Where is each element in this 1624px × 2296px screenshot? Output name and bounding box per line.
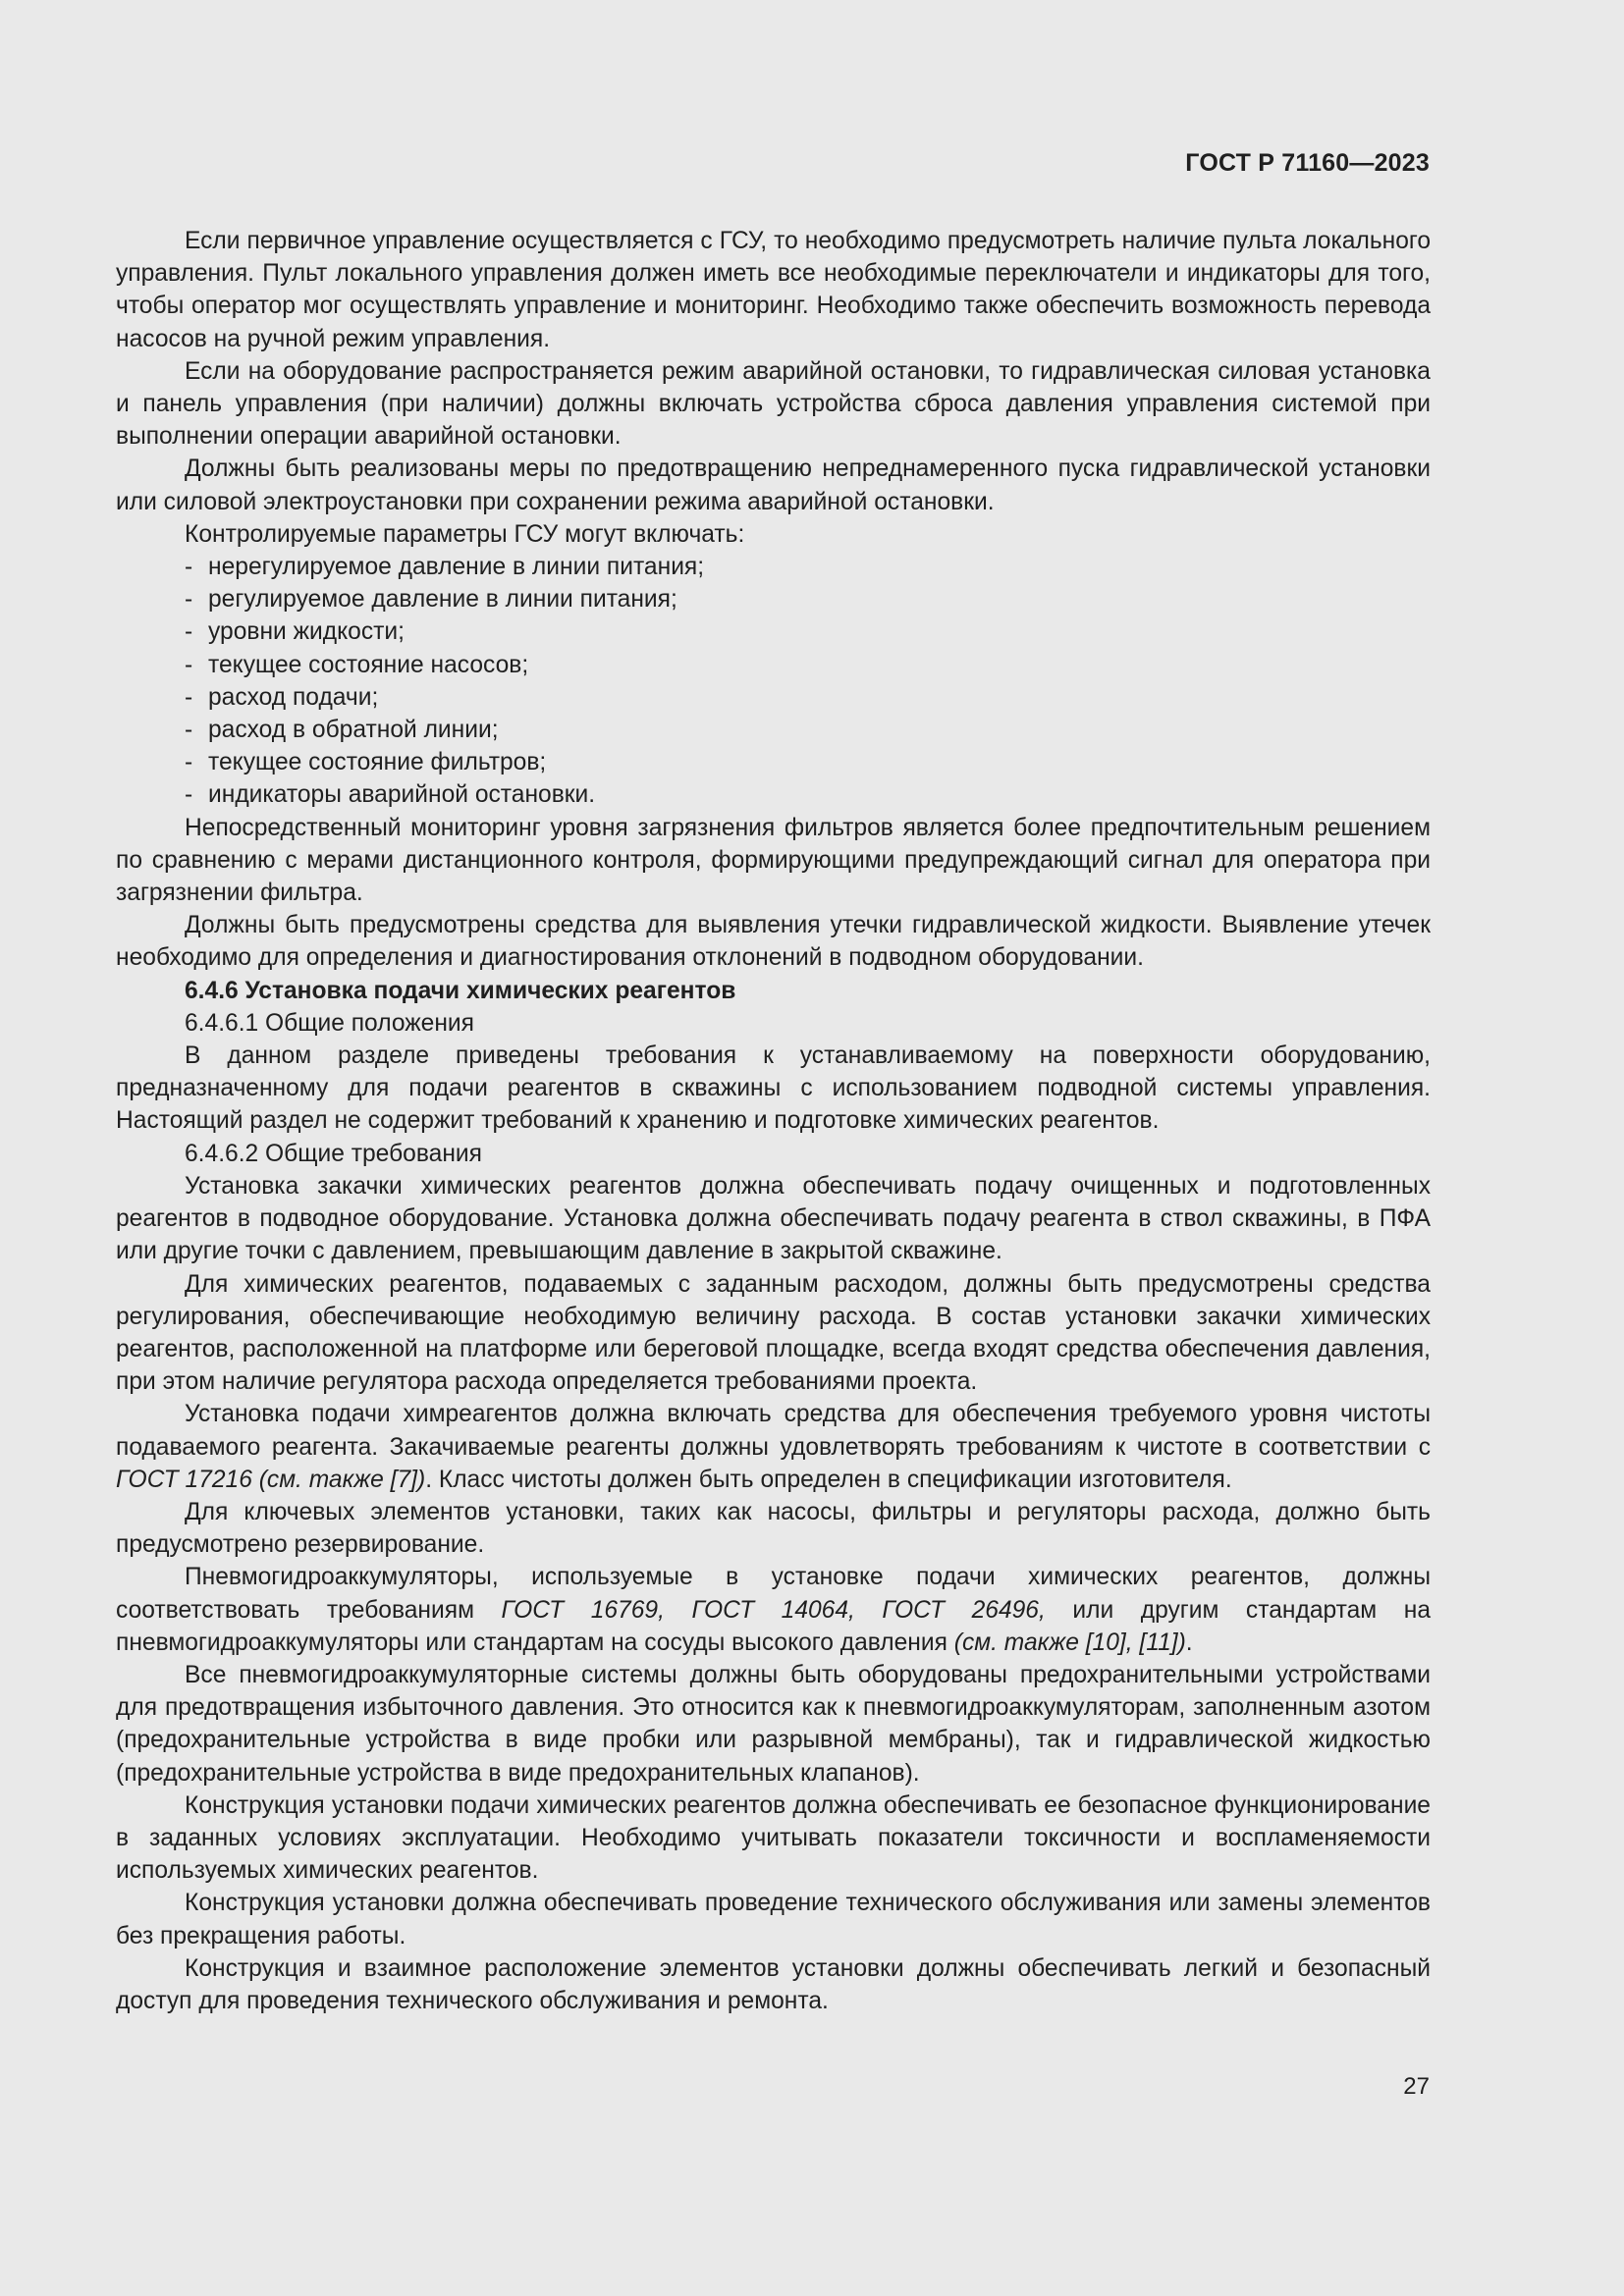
list-item: - уровни жидкости;: [116, 615, 1431, 648]
paragraph: Должны быть реализованы меры по предотвращению непреднамеренного пуска гидравлической установки или силовой электроустановки при сохранении режима аварийной остановки.: [116, 455, 1431, 515]
paragraph: Конструкция установки подачи химических реагентов должна обеспечивать ее безопасное функционирование в заданных условиях эксплуатации. Необходимо учитывать показатели токсичности и воспламеняемости используемых химических реагентов.: [116, 1791, 1431, 1885]
paragraph: Если на оборудование распространяется режим аварийной остановки, то гидравлическая силовая установка и панель управления (при наличии) должны включать устройства сброса давления управления системой при выполнении операции аварийной остановки.: [116, 357, 1431, 451]
bullet-marker: -: [185, 781, 193, 809]
paragraph: В данном разделе приведены требования к устанавливаемому на поверхности оборудованию, предназначенному для подачи реагентов в скважины с использованием подводной системы управления. Настоящий раздел не содержит требований к хранению и подготовке химических реагентов.: [116, 1042, 1431, 1135]
paragraph: Установка закачки химических реагентов должна обеспечивать подачу очищенных и подготовленных реагентов в подводное оборудование. Установка должна обеспечивать подачу реагента в ствол скважины, в ПФА или другие точки с давлением, превышающим давление в закрытой скважине.: [116, 1172, 1431, 1265]
list-item: - регулируемое давление в линии питания;: [116, 583, 1431, 615]
paragraph: Если первичное управление осуществляется с ГСУ, то необходимо предусмотреть наличие пульта локального управления. Пульт локального управления должен иметь все необходимые переключатели и индикаторы для того, чтобы оператор мог осуществлять управление и мониторинг. Необходимо также обеспечить возможность перевода насосов на ручной режим управления.: [116, 228, 1431, 352]
bullet-marker: -: [185, 651, 193, 678]
list-item: - текущее состояние насосов;: [116, 649, 1431, 681]
paragraph: Непосредственный мониторинг уровня загрязнения фильтров является более предпочтительным решением по сравнению с мерами дистанционного контроля, формирующими предупреждающий сигнал для оператора при загрязнении фильтра.: [116, 814, 1431, 907]
paragraph: Для ключевых элементов установки, таких как насосы, фильтры и регуляторы расхода, должно быть предусмотрено резервирование.: [116, 1498, 1431, 1559]
document-body: [116, 225, 1431, 2017]
subsection-heading: 6.4.6.1 Общие положения: [185, 1009, 474, 1037]
paragraph: Установка подачи химреагентов должна включать средства для обеспечения требуемого уровня чистоты подаваемого реагента. Закачиваемые реагенты должны удовлетворять требованиям к чистоте в соответствии с ГОСТ 17216 (см. также [7]). Класс чистоты должен быть определен в спецификации изготовителя.: [116, 1401, 1431, 1493]
list-item: - текущее состояние фильтров;: [116, 746, 1431, 778]
list-item: - расход подачи;: [116, 681, 1431, 714]
list-item: - расход в обратной линии;: [116, 714, 1431, 746]
paragraph: Конструкция и взаимное расположение элементов установки должны обеспечивать легкий и безопасный доступ для проведения технического обслуживания и ремонта.: [116, 1954, 1431, 2014]
paragraph: Для химических реагентов, подаваемых с заданным расходом, должны быть предусмотрены средства регулирования, обеспечивающие необходимую величину расхода. В состав установки закачки химических реагентов, расположенной на платформе или береговой площадке, всегда входят средства обеспечения давления, при этом наличие регулятора расхода определяется требованиями проекта.: [116, 1270, 1431, 1396]
bullet-marker: -: [185, 717, 193, 744]
bullet-marker: -: [185, 554, 193, 581]
bullet-marker: -: [185, 618, 193, 646]
paragraph: Пневмогидроаккумуляторы, используемые в установке подачи химических реагентов, должны соответствовать требованиям ГОСТ 16769, ГОСТ 14064, ГОСТ 26496, или другим стандартам на пневмогидроаккумуляторы или стандартам на сосуды высокого давления (см. также [10], [11]).: [116, 1564, 1431, 1656]
paragraph: Конструкция установки должна обеспечивать проведение технического обслуживания или замены элементов без прекращения работы.: [116, 1890, 1431, 1949]
parameter-list: [116, 551, 1431, 812]
document-header: ГОСТ Р 71160—2023: [1185, 149, 1430, 177]
standard-reference: ГОСТ 17216 (см. также [7]): [116, 1466, 426, 1493]
standard-reference: ГОСТ 16769, ГОСТ 14064, ГОСТ 26496,: [501, 1596, 1046, 1624]
list-item: - индикаторы аварийной остановки.: [116, 778, 1431, 811]
section-heading: 6.4.6 Установка подачи химических реагентов: [185, 977, 736, 1004]
subsection-heading: 6.4.6.2 Общие требования: [185, 1140, 482, 1167]
bullet-marker: -: [185, 586, 193, 614]
list-item: - нерегулируемое давление в линии питания;: [116, 551, 1431, 583]
paragraph: Все пневмогидроаккумуляторные системы должны быть оборудованы предохранительными устройствами для предотвращения избыточного давления. Это относится как к пневмогидроаккумуляторам, заполненным азотом (предохранительные устройства в виде пробки или разрывной мембраны), так и гидравлической жидкостью (предохранительные устройства в виде предохранительных клапанов).: [116, 1661, 1431, 1787]
bullet-marker: -: [185, 683, 193, 711]
paragraph: Контролируемые параметры ГСУ могут включать:: [185, 520, 745, 548]
page-number: 27: [1403, 2073, 1430, 2100]
bullet-marker: -: [185, 749, 193, 776]
standard-reference: (см. также [10], [11]): [953, 1629, 1186, 1656]
paragraph: Должны быть предусмотрены средства для выявления утечки гидравлической жидкости. Выявление утечек необходимо для определения и диагностирования отклонений в подводном оборудовании.: [116, 912, 1431, 972]
